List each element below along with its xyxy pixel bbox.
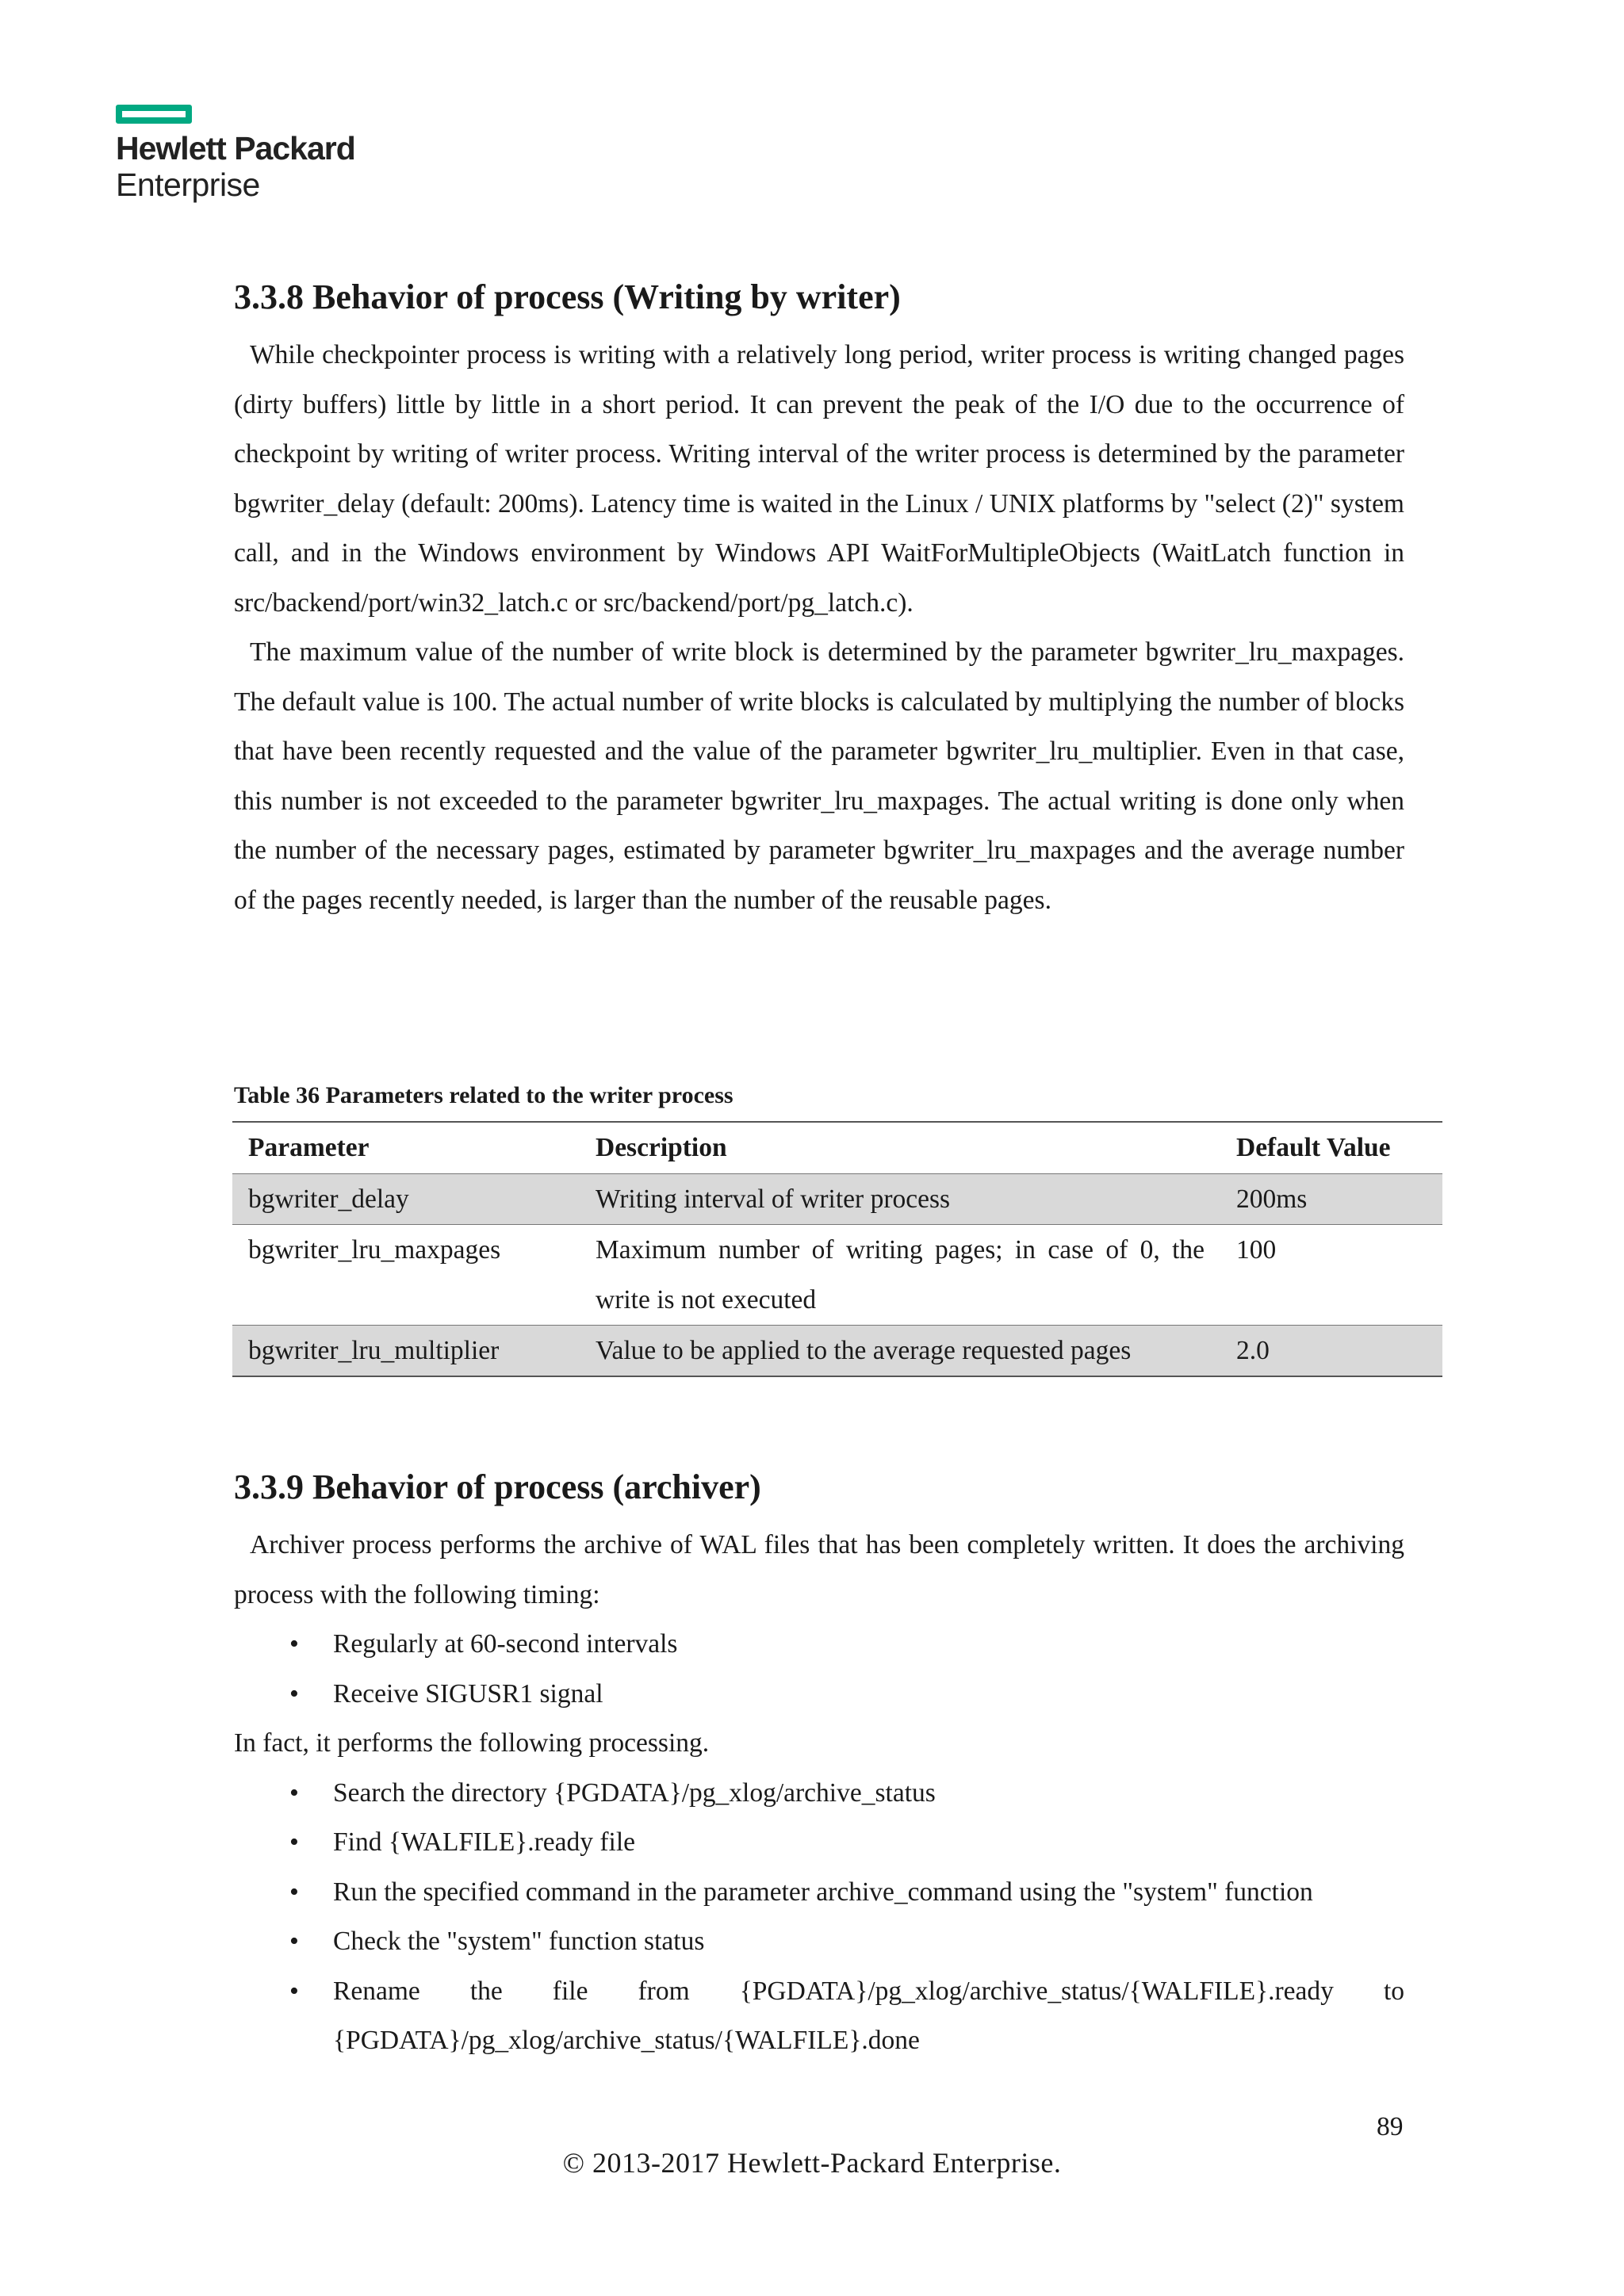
list-item: • Rename the file from {PGDATA}/pg_xlog/archive_status/{WALFILE}.ready to {PGDATA}/pg_xlog/archive_status/{WALFILE}.done (234, 1967, 1404, 2066)
table-cell: bgwriter_delay (232, 1174, 580, 1225)
table-cell: Maximum number of writing pages; in case of 0, the write is not executed (596, 1235, 1205, 1314)
list-item: • Run the specified command in the parameter archive_command using the "system" function (234, 1868, 1404, 1918)
table-cell: Value to be applied to the average requested pages (580, 1326, 1220, 1377)
table-cell: bgwriter_lru_multiplier (232, 1326, 580, 1377)
table-header-cell: Default Value (1236, 1133, 1391, 1162)
hpe-logo (116, 105, 370, 203)
table-cell: 2.0 (1220, 1326, 1442, 1377)
section-heading-writer: 3.3.8 Behavior of process (Writing by writer) (234, 277, 901, 316)
table-row (232, 1174, 1442, 1225)
paragraph-writer-intro: While checkpointer process is writing with a relatively long period, writer process is writing changed pages (dirty buffers) little by little in a short period. It can prevent the peak of the I/O due to the occurrence of checkpoint by writing of writer process. Writing interval of the writer process is determined by the parameter bgwriter_delay (default: 200ms). Latency time is waited in the Linux / UNIX platforms by "select (2)" system call, and in the Windows environment by Windows API WaitForMultipleObjects (WaitLatch function in src/backend/port/win32_latch.c or src/backend/port/pg_latch.c). (234, 340, 1404, 618)
table-header-cell: Parameter (248, 1133, 370, 1162)
list-item: • Receive SIGUSR1 signal (234, 1670, 1404, 1720)
processing-list (234, 1769, 1404, 2066)
writer-parameters-table (232, 1121, 1442, 1377)
table-header-row (232, 1122, 1442, 1174)
section-writer (234, 274, 1404, 925)
logo-text-line1: Hewlett Packard (116, 130, 355, 166)
page-number: 89 (1377, 2112, 1404, 2141)
list-item: • Search the directory {PGDATA}/pg_xlog/archive_status (234, 1769, 1404, 1819)
table-cell: Writing interval of writer process (580, 1174, 1220, 1225)
paragraph-archiver-intro: Archiver process performs the archive of WAL files that has been completely written. It does the archiving process with the following timing: (234, 1530, 1404, 1609)
paragraph-processing-intro: In fact, it performs the following processing. (234, 1728, 710, 1758)
list-item: • Check the "system" function status (234, 1917, 1404, 1967)
table-caption: Table 36 Parameters related to the writer process (234, 1082, 733, 1108)
table-row (232, 1225, 1442, 1326)
section-archiver (234, 1464, 1404, 2066)
table-cell: bgwriter_lru_maxpages (248, 1235, 501, 1265)
list-item: • Regularly at 60-second intervals (234, 1620, 1404, 1670)
logo-text-line2: Enterprise (116, 166, 260, 203)
hpe-logo-mark (116, 105, 192, 124)
paragraph-writer-maxpages: The maximum value of the number of write block is determined by the parameter bgwriter_lru_maxpages. The default value is 100. The actual number of write blocks is calculated by multiplying the number of blocks that have been recently requested and the value of the parameter bgwriter_lru_multiplier. Even in that case, this number is not exceeded to the parameter bgwriter_lru_maxpages. The actual writing is done only when the number of the necessary pages, estimated by parameter bgwriter_lru_maxpages and the average number of the pages recently needed, is larger than the number of the reusable pages. (234, 637, 1404, 915)
table-header-cell: Description (596, 1133, 727, 1162)
section-heading-archiver: 3.3.9 Behavior of process (archiver) (234, 1468, 761, 1506)
timing-list (234, 1620, 1404, 1719)
table-row (232, 1326, 1442, 1377)
copyright-notice: © 2013-2017 Hewlett-Packard Enterprise. (562, 2147, 1062, 2179)
list-item: • Find {WALFILE}.ready file (234, 1818, 1404, 1868)
table-cell: 200ms (1220, 1174, 1442, 1225)
table-cell: 100 (1236, 1235, 1277, 1265)
